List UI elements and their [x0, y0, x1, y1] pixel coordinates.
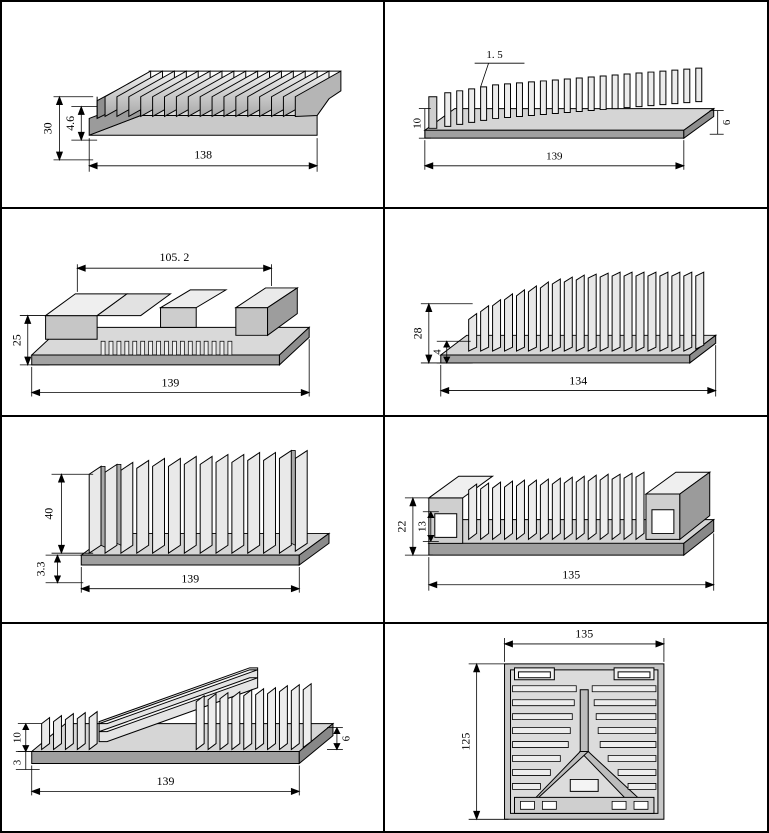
fig-4-label-28: 28: [410, 327, 425, 340]
fig-3-dim-1052: [77, 265, 271, 293]
fig-6-label-135: 135: [561, 567, 580, 582]
fig-7-label-10: 10: [11, 731, 24, 743]
fig-7-drawing: [2, 624, 383, 831]
fig-8-drawing: [385, 624, 768, 831]
fig-7-stage: [2, 624, 383, 831]
fig-3-label-25: 25: [9, 334, 24, 347]
fig-8-dim-125: [468, 664, 508, 819]
fig-6-drawing: [385, 417, 768, 622]
fig-1-stage: [2, 2, 383, 207]
figure-cell-5: [2, 417, 385, 624]
figure-cell-2: [385, 2, 768, 209]
figure-cell-8: [385, 624, 768, 831]
fig-1-label-46: 4.6: [63, 115, 78, 131]
fig-3-stage: [2, 209, 383, 414]
fig-8-dim-135: [504, 638, 663, 662]
fig-5-label-40: 40: [41, 507, 56, 520]
fig-2-drawing: [385, 2, 768, 207]
fig-8-stage: [385, 624, 768, 831]
fig-2-label-6: 6: [720, 119, 733, 126]
figure-cell-7: [2, 624, 385, 831]
figure-grid: [2, 2, 767, 831]
fig-3-label-139: 139: [161, 375, 180, 390]
figure-cell-1: [2, 2, 385, 209]
fig-7-label-3: 3: [11, 759, 24, 765]
figure-cell-4: [385, 209, 768, 416]
fig-6-label-22: 22: [394, 520, 409, 532]
fig-7-label-139: 139: [156, 773, 175, 788]
fig-8-label-135: 135: [574, 626, 593, 641]
fig-2-label-139: 139: [545, 150, 563, 163]
fig-4-label-4: 4: [430, 349, 443, 356]
fig-1-drawing: [2, 2, 383, 207]
fig-3-label-1052: 105. 2: [159, 250, 190, 265]
fig-5-label-33: 3.3: [33, 561, 48, 576]
fig-5-dim-40: [52, 474, 94, 553]
fig-3-drawing: [2, 209, 383, 414]
fig-5-drawing: [2, 417, 383, 622]
fig-4-stage: [385, 209, 768, 414]
fig-5-dim-33: [46, 555, 84, 583]
fig-2-label-10: 10: [410, 117, 423, 129]
figure-cell-6: [385, 417, 768, 624]
fig-2-stage: [385, 2, 768, 207]
fig-8-label-125: 125: [457, 732, 472, 751]
fig-6-stage: [385, 417, 768, 622]
fig-1-label-30: 30: [40, 122, 55, 135]
fig-5-stage: [2, 417, 383, 622]
figure-cell-3: [2, 209, 385, 416]
fig-4-label-134: 134: [568, 373, 587, 388]
fig-4-drawing: [385, 209, 768, 414]
fig-1-label-138: 138: [194, 147, 213, 162]
fig-5-label-139: 139: [181, 571, 200, 586]
fig-7-label-6: 6: [340, 735, 353, 742]
fig-2-label-15: 1. 5: [485, 48, 503, 61]
fig-6-label-13: 13: [415, 520, 428, 532]
